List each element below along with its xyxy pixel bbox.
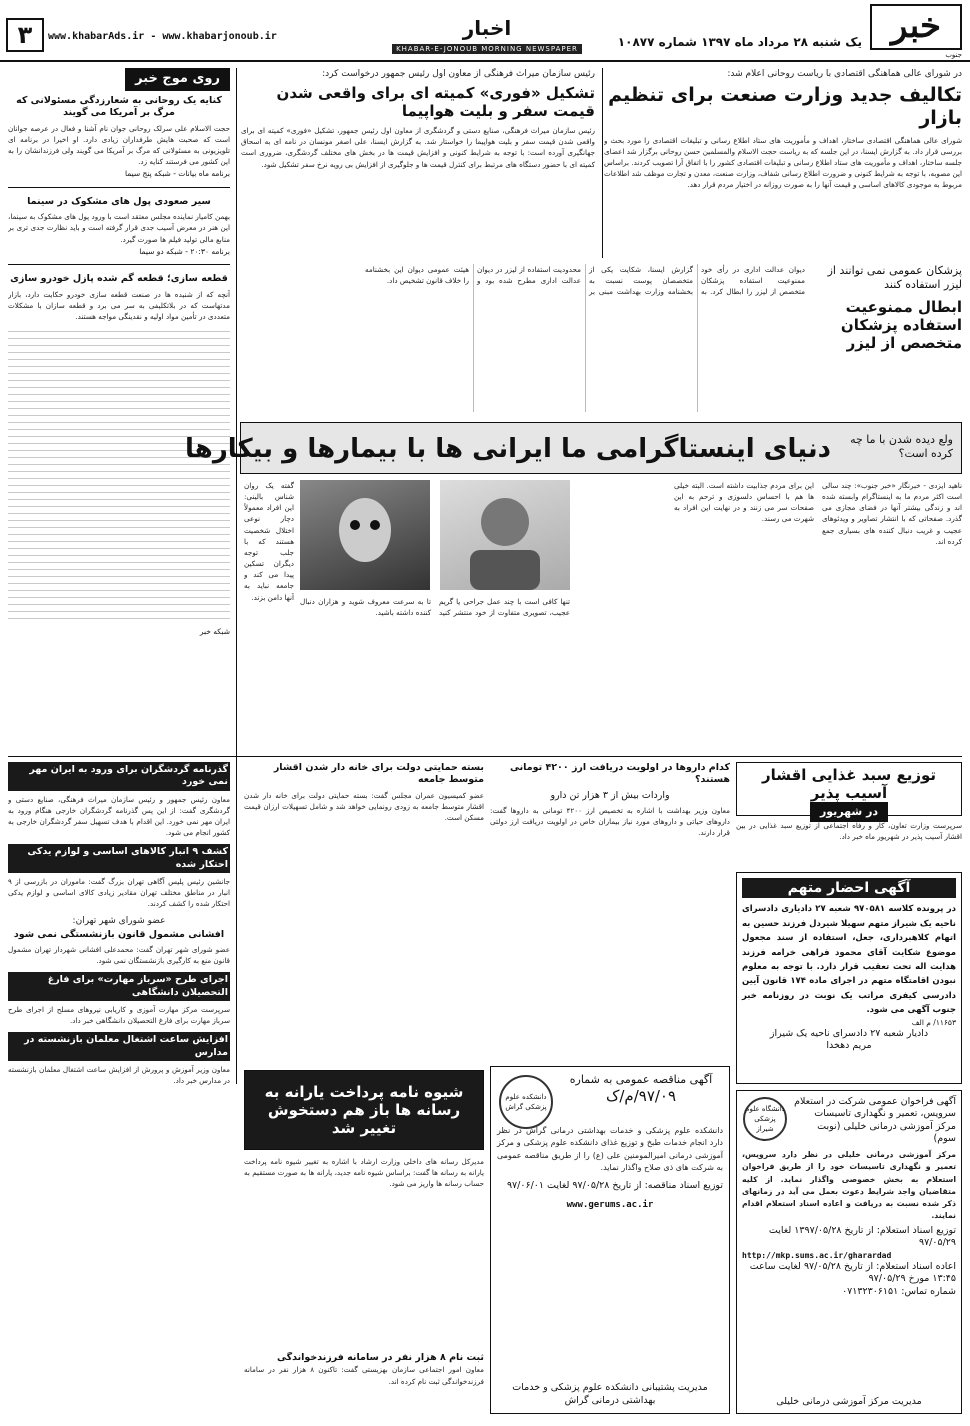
logo-subtitle: جنوب bbox=[945, 51, 962, 59]
instagram-col3 bbox=[300, 596, 570, 710]
article2-body: جانشین رئیس پلیس آگاهی تهران بزرگ گفت: ماموران در بازرسی از ۹ انبار در مناطق مختلف تهران مقادیر زیادی کالای اساسی و لوازم یدکی احتکار شده را کشف کردند. bbox=[8, 877, 230, 909]
newspaper-logo: خبر bbox=[870, 4, 962, 50]
laser-body: دیوان عدالت اداری در رأی خود ممنوعیت استفاده پزشکان متخصص از لیزر را ابطال کرد. به گزارش ایسنا، شکایت یکی از متخصصان پوست نسبت به بخشنامه وزارت بهداشت مبنی بر محدودیت استفاده از لیزر در دیوان عدالت اداری مطرح شده بود و هیئت عمومی دیوان این بخشنامه را خلاف قانون تشخیص داد. bbox=[365, 265, 805, 297]
article4-body: سرپرست مرکز مهارت آموزی و کاریابی نیروهای مسلح از اجرای طرح سرباز مهارت برای فارغ التحصیلان دانشگاهی خبر داد. bbox=[8, 1004, 230, 1026]
shiraz-university-seal-icon: دانشگاه علوم پزشکی شیراز bbox=[743, 1097, 787, 1141]
article6-title: کدام داروها در اولویت دریافت ارز ۴۲۰۰ تومانی هستند؟ bbox=[509, 762, 730, 786]
tender2-line2: اعاده اسناد استعلام: از تاریخ ۹۷/۰۵/۲۸ لغایت ساعت ۱۳:۴۵ مورخ ۹۷/۰۵/۲۹ bbox=[749, 1261, 956, 1285]
article4-title: اجرای طرح «سرباز مهارت» برای فارغ التحصیلان دانشگاهی bbox=[8, 972, 230, 1001]
masthead bbox=[0, 0, 970, 62]
summons-signature: دادیار شعبه ۲۷ دادسرای ناحیه یک شیراز bbox=[769, 1027, 929, 1039]
instagram-body2: این برای مردم جذابیت داشته است. البته خیلی ها هم با احساس دلسوزی و ترحم به این صفحات سر می زنند و در نهایت این افراد به شهرت می رسند. bbox=[674, 481, 814, 524]
tender1-website[interactable]: www.gerums.ac.ir bbox=[566, 1199, 654, 1210]
article3-kicker: عضو شورای شهر تهران: bbox=[72, 916, 166, 927]
laser-headline-box bbox=[812, 264, 962, 414]
woman-portrait-icon bbox=[300, 480, 430, 590]
tender2-signature: مدیریت مرکز آموزشی درمانی خلیلی bbox=[776, 1395, 922, 1407]
instagram-body4: گفته یک روان شناس بالینی: این افراد معمولاً دچار نوعی اختلال شخصیت هستند که با جلب توجه دیگران تسکین پیدا می کند و جامعه نباید به آنها دامن بزند. bbox=[244, 481, 294, 602]
tender2-phone: شماره تماس: ۰۷۱۳۲۳۰۶۱۵۱ bbox=[842, 1285, 956, 1297]
lead2-kicker: رئیس سازمان میراث فرهنگی از معاون اول رئیس جمهور درخواست کرد: bbox=[322, 69, 595, 79]
adoption-article bbox=[244, 1352, 484, 1414]
food-basket-story bbox=[736, 820, 962, 866]
summons-ad bbox=[736, 872, 962, 1084]
subsidy-article bbox=[244, 1156, 484, 1346]
news-wave-column bbox=[8, 68, 230, 752]
food-title: توزیع سبد غذایی اقشار آسیب پذیر bbox=[761, 766, 937, 802]
instagram-photo-man bbox=[440, 480, 570, 590]
subsidy-headline-box bbox=[244, 1070, 484, 1150]
tender-ad-gerash bbox=[490, 1066, 730, 1414]
instagram-photo-woman bbox=[300, 480, 430, 590]
tender2-body: مرکز آموزشی درمانی خلیلی در نظر دارد سرویس، تعمیر و نگهداری تاسیسات خود را از طریق فراخوان استعلام به بخش خصوصی واگذار نماید. از کلیه متقاضیان واجد شرایط دعوت بعمل می آید در زمانهای ذکر شده نسبت به دریافت و اعاده اسناد استعلام اقدام نمایند. bbox=[742, 1150, 956, 1220]
article9-body: معاون امور اجتماعی سازمان بهزیستی گفت: تاکنون ۸ هزار نفر در سامانه فرزندخواندگی ثبت نام کرده اند. bbox=[244, 1365, 484, 1386]
summons-title: آگهی احضار متهم bbox=[742, 878, 956, 898]
article8-body: مدیرکل رسانه های داخلی وزارت ارشاد با اشاره به تغییر شیوه نامه پرداخت یارانه به رسانه ها گفت: براساس شیوه نامه جدید، یارانه ها به صورت مستقیم به حساب رسانه ها واریز می شود. bbox=[244, 1157, 484, 1189]
wave-item2-body: بهمن کامیار نماینده مجلس معتقد است با ورود پول های مشکوک به سینما، این هنر در معرض آسیب جدی قرار گرفته است و باید نظارت جدی تری بر منابع مالی تولید فیلم ها صورت گیرد. bbox=[8, 212, 230, 244]
article1-title: گذرنامه گردشگران برای ورود به ایران مهر نمی خورد bbox=[8, 762, 230, 791]
instagram-headline: دنیای اینستاگرامی ما ایرانی ها با بیمارها و بیکارها bbox=[185, 434, 831, 464]
article3-title: افشانی مشمول قانون بازنشستگی نمی شود bbox=[13, 928, 225, 940]
wave-item2-title: سیر صعودی پول های مشکوک در سینما bbox=[27, 195, 211, 207]
wave-item3-source: شبکه خبر bbox=[199, 627, 230, 637]
article8-title: شیوه نامه پرداخت یارانه به رسانه ها باز هم دستخوش تغییر شد bbox=[264, 1083, 464, 1137]
wave-item1-source: برنامه ماه بیانات - شبکه پنج سیما bbox=[124, 169, 230, 179]
lead1-headline: تکالیف جدید وزارت صنعت برای تنظیم بازار bbox=[608, 84, 962, 129]
lead-story-industry bbox=[604, 68, 962, 258]
laser-story bbox=[365, 264, 805, 414]
article5-title: افزایش ساعت اشتغال معلمان بازنشسته در مدارس bbox=[8, 1032, 230, 1061]
article1-body: معاون رئیس جمهور و رئیس سازمان میراث فرهنگی، صنایع دستی و گردشگری گفت: از این پس گذرنامه گردشگران خارجی هنگام ورود به ایران مهر نمی خورد. این اقدام با هدف تسهیل سفر گردشگران خارجی به کشور انجام می شود. bbox=[8, 794, 230, 838]
article5-body: معاون وزیر آموزش و پرورش از افزایش ساعت اشتغال معلمان بازنشسته در مدارس خبر داد. bbox=[8, 1064, 230, 1086]
section-title: اخبار bbox=[462, 16, 512, 40]
lead-story-travel bbox=[241, 68, 595, 258]
summons-name: مریم دهخدا bbox=[826, 1039, 872, 1051]
instagram-col2 bbox=[674, 480, 814, 710]
wave-item3-continued bbox=[8, 325, 230, 625]
article9-title: ثبت نام ۸ هزار نفر در سامانه فرزندخواندگی bbox=[276, 1352, 484, 1363]
instagram-col1 bbox=[822, 480, 962, 710]
tender1-title: آگهی مناقصه عمومی به شماره bbox=[569, 1073, 713, 1086]
instagram-col4 bbox=[244, 480, 294, 710]
tender1-signature: مدیریت پشتیبانی دانشکده علوم پزشکی و خدمات بهداشتی درمانی گراش bbox=[512, 1382, 708, 1406]
page-number: ۳ bbox=[6, 18, 44, 52]
wave-item1-title: کنایه یک روحانی به شعارزدگی مسئولانی که مرگ بر آمریکا می گویند bbox=[16, 94, 222, 119]
wave-item2-source: برنامه ۲۰:۳۰ - شبکه دو سیما bbox=[139, 246, 230, 256]
lead1-body: شورای عالی هماهنگی اقتصادی ساختار، اهداف و مأموریت های ستاد اطلاع رسانی و تبلیغات اقتصادی را مورد بحث و بررسی قرار داد. به گزارش ایسنا، در این جلسه که به ریاست حجت الاسلام والمسلمین حسن روحانی برگزار شد اعضای جلسه ساختار، اهداف و مأموریت های ستاد اطلاع رسانی و تبلیغات اقتصادی کشور را با اتفاق آرا تصویب کردند. براساس این مصوبه، با توجه به شرایط کنونی و ضرورت اطلاع رسانی شفاف، وزارت صنعت، معدن و تجارت موظف شد اطلاعات مربوط به موجودی کالاهای اساسی و قیمت آنها را به صورت روزانه در اختیار مردم قرار دهد. bbox=[604, 135, 962, 190]
tender1-deadline: توزیع اسناد مناقصه: از تاریخ ۹۷/۰۵/۲۸ لغایت ۹۷/۰۶/۰۱ bbox=[506, 1180, 723, 1192]
laser-headline: ابطال ممنوعیت استفاده پزشکان متخصص از لیزر bbox=[840, 297, 962, 352]
tender-ad-khalili bbox=[736, 1090, 962, 1414]
tender2-website[interactable]: http://mkp.sums.ac.ir/gharardad bbox=[742, 1250, 892, 1260]
tender2-title: آگهی فراخوان عمومی شرکت در استعلام سرویس، تعمیر و نگهداری تاسیسات مرکز آموزشی درمانی خلیلی (نوبت سوم) bbox=[794, 1096, 956, 1145]
article7-body: عضو کمیسیون عمران مجلس گفت: بسته حمایتی دولت برای خانه دار شدن اقشار متوسط جامعه به زودی رونمایی خواهد شد و شامل تسهیلات ارزان قیمت مسکن است. bbox=[244, 790, 484, 822]
issue-date: یک شنبه ۲۸ مرداد ماه ۱۳۹۷ شماره ۱۰۸۷۷ bbox=[617, 35, 862, 49]
food-body: سرپرست وزارت تعاون، کار و رفاه اجتماعی از توزیع سبد غذایی در بین اقشار آسیب پذیر در شهریور ماه خبر داد. bbox=[736, 821, 962, 842]
article2-title: کشف ۹ انبار کالاهای اساسی و لوازم یدکی احتکار شده bbox=[8, 844, 230, 873]
summons-code: ۱۱۶۵۳/ م الف bbox=[911, 1017, 956, 1027]
laser-kicker: پزشکان عمومی نمی توانند از لیزر استفاده کنند bbox=[827, 264, 962, 291]
lead2-headline: تشکیل «فوری» کمیته ای برای واقعی شدن قیمت سفر و بلیت هواپیما bbox=[276, 84, 595, 121]
tender1-body: دانشکده علوم پزشکی و خدمات بهداشتی درمانی گراش در نظر دارد انجام خدمات طبخ و توزیع غذای دانشکده علوم پزشکی و مرکز آموزشی درمانی امیرالمومنین علی (ع) را از طریق مناقصه عمومی به شرکت های ذی صلاح واگذار نماید. bbox=[497, 1125, 723, 1172]
tender1-number: ۹۷/۰۹/م/ک bbox=[605, 1086, 677, 1105]
drugs-article bbox=[490, 762, 730, 1062]
instagram-headline-bar bbox=[185, 422, 962, 474]
article7-title: بسته حمایتی دولت برای خانه دار شدن اقشار متوسط جامعه bbox=[273, 762, 484, 786]
article6-subtitle: واردات بیش از ۳ هزار تن دارو bbox=[550, 789, 670, 801]
instagram-body1: ناهید ایزدی - خبرنگار «خبر جنوب»: چند سالی است اکثر مردم ما به اینستاگرام وابسته شده اند و زندگی بیشتر آنها در فضای مجازی می گذرد. صفحاتی که با انتشار تصاویر و ویدئوهای عجیب و غریب دنبال کننده های بسیاری جمع کرده اند. bbox=[822, 481, 962, 546]
instagram-body3: تنها کافی است با چند عمل جراحی یا گریم عجیب، تصویری متفاوت از خود منتشر کنید تا به سرعت معروف شوید و هزاران دنبال کننده داشته باشید. bbox=[300, 597, 570, 618]
tender2-line1: توزیع اسناد استعلام: از تاریخ ۱۳۹۷/۰۵/۲۸ لغایت ۹۷/۰۵/۲۹ bbox=[768, 1224, 956, 1249]
food-subtitle: در شهریور bbox=[810, 802, 888, 822]
gerash-seal-icon: دانشکده علوم پزشکی گراش bbox=[499, 1075, 553, 1129]
wave-item3-title: قطعه سازی؛ قطعه گم شده پازل خودرو سازی bbox=[10, 273, 228, 285]
website-link[interactable]: www.khabarAds.ir - www.khabarjonoub.ir bbox=[48, 31, 277, 42]
left-news-column bbox=[8, 762, 230, 1414]
summons-body: در پرونده کلاسه ۹۷۰۵۸۱ شعبه ۲۷ دادیاری دادسرای ناحیه یک شیراز متهم سهیلا شیردل فرزند حسین به اتهام کلاهبرداری، جعل، استفاده از سند مجعول موضوع شکایت آقای محمود فراهی خرامه فرزند هدایت اله تحت تعقیب قرار دارد. با توجه به معلوم نبودن اقامتگاه متهم در اجرای ماده ۱۷۴ قانون آیین دادرسی کیفری مراتب یک نوبت در روزنامه خبر جنوب آگهی می شود. bbox=[742, 904, 956, 1016]
instagram-side-question: ولع دیده شدن با ما چه کرده است؟ bbox=[850, 433, 953, 460]
article6-body: معاون وزیر بهداشت با اشاره به تخصیص ارز ۴۲۰۰ تومانی به داروها گفت: داروهای حیاتی و داروهای مورد نیاز بیماران خاص در اولویت دریافت ارز دولتی قرار دارند. bbox=[490, 806, 730, 838]
lead1-kicker: در شورای عالی هماهنگی اقتصادی با ریاست روحانی اعلام شد: bbox=[727, 69, 962, 79]
news-wave-label: روی موج خبر bbox=[125, 68, 230, 91]
housing-article bbox=[244, 762, 484, 1062]
article3-body: عضو شورای شهر تهران گفت: محمدعلی افشانی شهردار تهران مشمول قانون منع به کارگیری بازنشستگان نمی شود. bbox=[8, 944, 230, 966]
wave-item3-body: آنچه که از شنیده ها در صنعت قطعه سازی خودرو حکایت دارد، بازار مدتهاست که در بلاتکلیفی به سر می برد و قطعه سازان با مشکلات متعددی در تأمین مواد اولیه و نقدینگی مواجه هستند. bbox=[8, 289, 230, 322]
man-portrait-icon bbox=[440, 480, 570, 590]
english-subtitle: KHABAR-E-JONOUB MORNING NEWSPAPER bbox=[392, 44, 582, 54]
lead2-body: رئیس سازمان میراث فرهنگی، صنایع دستی و گردشگری از معاون اول رئیس جمهور، تشکیل «فوری» کمیته ای برای واقعی شدن قیمت سفر و بلیت هواپیما را خواستار شد. به گزارش ایسنا، علی اصغر مونسان در نامه ای به اسحاق جهانگیری آورده است: با توجه به شرایط کنونی و افزایش قیمت ها در بخش های مختلف گردشگری، ضروری است کمیته ای با حضور دستگاه های مرتبط برای کنترل قیمت ها و جلوگیری از افزایش بی رویه نرخ سفر تشکیل شود. bbox=[241, 126, 595, 169]
food-basket-headline bbox=[736, 762, 962, 816]
wave-item1-body: حجت الاسلام علی سرلک روحانی جوان نام آشنا و فعال در عرصه جوانان است که صحبت هایش طرفداران زیادی دارد. او اخیرا در برنامه ای تلویزیونی به مسئولانی که مرگ بر آمریکا می گویند ولی فرزندانشان را به این کشور می فرستند کنایه زد. bbox=[8, 123, 230, 166]
